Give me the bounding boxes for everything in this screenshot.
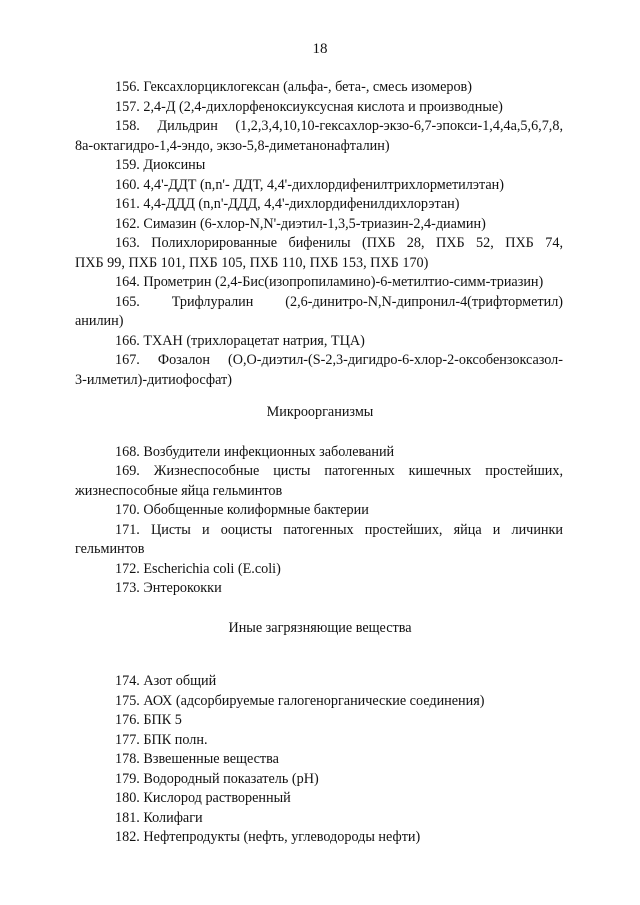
list-item (75, 234, 563, 273)
list-item-line: 178. Взвешенные вещества (115, 751, 279, 767)
list-item (75, 672, 563, 692)
list-item (75, 78, 563, 98)
list-item (75, 195, 563, 215)
section-heading: Микроорганизмы (266, 404, 374, 420)
list-item-line: 160. 4,4'-ДДТ (n,n'- ДДТ, 4,4'-дихлордифенилтрихлорметилэтан) (115, 176, 504, 193)
list-item-line: 164. Прометрин (2,4-Бис(изопропиламино)-6-метилтио-симм-триазин) (115, 274, 544, 290)
list-item-line: гельминтов (75, 541, 145, 557)
list-item (75, 770, 563, 790)
list-item (75, 501, 563, 521)
list-item-line: 176. БПК 5 (115, 712, 182, 728)
list-item-line: 177. БПК полн. (115, 731, 208, 748)
list-item-line: 161. 4,4-ДДД (n,n'-ДДД, 4,4'-дихлордифенилдихлорэтан) (115, 196, 460, 212)
list-item-line: 3-илметил)-дитиофосфат) (75, 371, 232, 388)
list-item (75, 789, 563, 809)
list-item-line: 174. Азот общий (115, 673, 217, 689)
list-item-line: 156. Гексахлорциклогексан (альфа-, бета-, смесь изомеров) (115, 79, 472, 95)
list-item-line: ПХБ 99, ПХБ 101, ПХБ 105, ПХБ 110, ПХБ 153, ПХБ 170) (75, 254, 429, 271)
list-item (75, 117, 563, 156)
list-item-line: 173. Энтерококки (115, 580, 222, 596)
list-item-line: 172. Escherichia coli (E.coli) (115, 560, 281, 577)
list-item (75, 750, 563, 770)
list-item-line: 167. Фозалон (O,O-диэтил-(S-2,3-дигидро-6-хлор-2-оксобензоксазол- (115, 352, 563, 368)
list-item (75, 215, 563, 235)
list-item (75, 828, 563, 848)
list-item (75, 176, 563, 196)
list-item-line: 182. Нефтепродукты (нефть, углеводороды нефти) (115, 829, 421, 845)
list-item-line: 166. ТХАН (трихлорацетат натрия, ТЦА) (115, 332, 365, 349)
list-item (75, 731, 563, 751)
list-item-line: 179. Водородный показатель (pH) (115, 770, 319, 787)
list-item-line: 171. Цисты и ооцисты патогенных простейших, яйца и личинки (115, 521, 563, 538)
page-number: 18 (312, 41, 328, 57)
list-item-line: анилин) (75, 313, 124, 329)
list-item (75, 579, 563, 599)
list-item-line: 169. Жизнеспособные цисты патогенных кишечных простейших, (115, 463, 563, 479)
list-item-line: 157. 2,4-Д (2,4-дихлорфеноксиуксусная кислота и производные) (115, 98, 503, 115)
list-item-line: 159. Диоксины (115, 157, 206, 173)
list-item (75, 809, 563, 829)
list-item (75, 443, 563, 463)
list-item-line: 163. Полихлорированные бифенилы (ПХБ 28, ПХБ 52, ПХБ 74, (115, 235, 563, 251)
list-item (75, 462, 563, 501)
list-item-line: 168. Возбудители инфекционных заболеваний (115, 443, 395, 460)
list-item-line: жизнеспособные яйца гельминтов (75, 482, 283, 499)
section-heading: Иные загрязняющие вещества (228, 619, 412, 636)
list-item (75, 98, 563, 118)
list-item-line: 180. Кислород растворенный (115, 790, 291, 806)
list-item-line: 162. Симазин (6-хлор-N,N'-диэтил-1,3,5-триазин-2,4-диамин) (115, 215, 486, 232)
list-item-line: 170. Обобщенные колиформные бактерии (115, 502, 369, 518)
list-item (75, 560, 563, 580)
list-item (75, 711, 563, 731)
list-item (75, 351, 563, 390)
list-item (75, 156, 563, 176)
list-item (75, 521, 563, 560)
list-item-line: 175. АОХ (адсорбируемые галогенорганические соединения) (115, 692, 485, 709)
list-item-line: 181. Колифаги (115, 809, 203, 826)
list-item-line: 8а-октагидро-1,4-эндо, экзо-5,8-диметанонафталин) (75, 137, 390, 154)
list-item-line: 158. Дильдрин (1,2,3,4,10,10-гексахлор-экзо-6,7-эпокси-1,4,4а,5,6,7,8, (115, 118, 563, 134)
list-item (75, 692, 563, 712)
list-item (75, 273, 563, 293)
list-item (75, 293, 563, 332)
list-item-line: 165. Трифлуралин (2,6-динитро-N,N-дипронил-4(трифторметил) (115, 293, 563, 310)
list-item (75, 332, 563, 352)
